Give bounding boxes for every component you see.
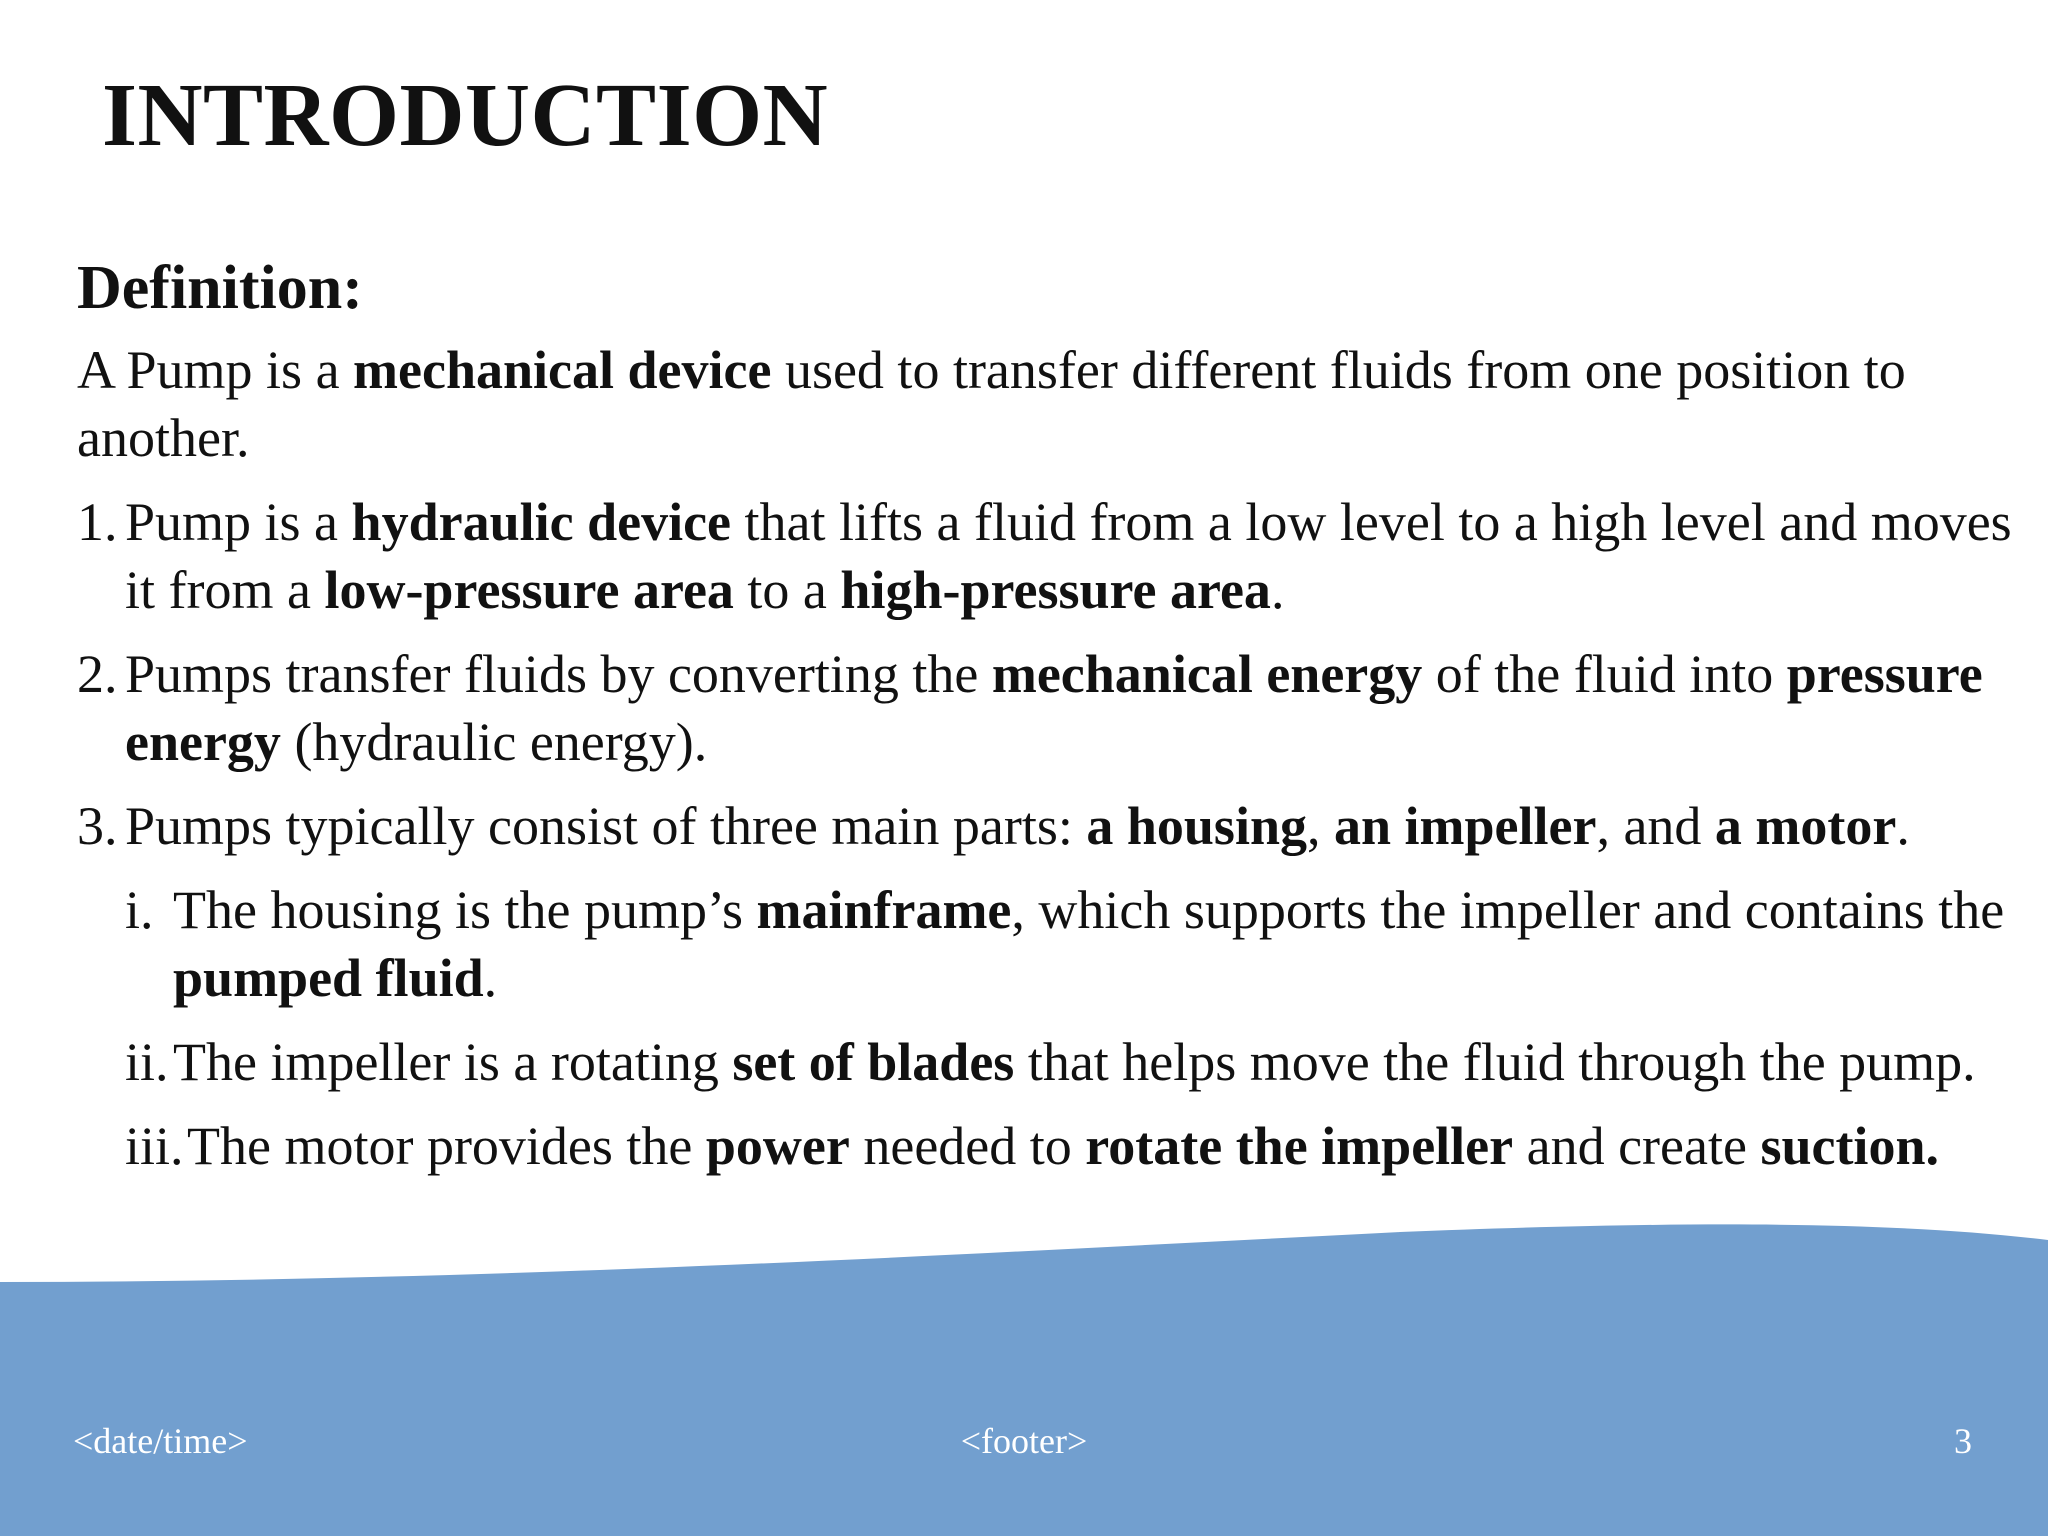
text-run: , which supports the impeller and contains the (1011, 880, 2005, 940)
text-run: . (483, 948, 498, 1008)
text-run-bold: an impeller (1333, 796, 1597, 856)
sub-list-item-text (173, 876, 2017, 1012)
list-item (77, 792, 2017, 860)
text-run-bold: low-pressure area (324, 560, 734, 620)
text-run: A Pump is a (77, 340, 354, 400)
text-run: (hydraulic energy). (280, 712, 708, 772)
text-run-bold: pumped fluid (173, 948, 484, 1008)
slide-body (77, 252, 2017, 1196)
text-run: and create (1513, 1116, 1761, 1176)
text-run-bold: pressure energy (125, 644, 1983, 772)
wave-shape (0, 1224, 2048, 1536)
list-item-text (125, 488, 2017, 624)
text-run: that lifts a fluid from a low level to a high level and moves it from a (125, 492, 2012, 620)
text-run-bold: mechanical device (353, 340, 772, 400)
sub-list-item-text (187, 1112, 2017, 1180)
text-run-bold: set of blades (732, 1032, 1015, 1092)
text-run-bold: a motor (1714, 796, 1897, 856)
text-run-bold: a housing (1086, 796, 1307, 856)
footer-date: <date/time> (73, 1421, 248, 1461)
text-run-bold: power (705, 1116, 850, 1176)
text-run-bold: suction. (1760, 1116, 1939, 1176)
sub-list-number: ii. (125, 1032, 169, 1092)
text-run: to a (733, 560, 841, 620)
text-run: The motor provides the (187, 1116, 706, 1176)
text-run-bold: rotate the impeller (1085, 1116, 1514, 1176)
slide-title: INTRODUCTION (102, 66, 829, 165)
sub-list-number: iii. (125, 1116, 184, 1176)
text-run-bold: hydraulic device (351, 492, 732, 552)
list-item-text (125, 792, 2017, 860)
list-number: 3. (77, 796, 118, 856)
text-run: . (1270, 560, 1285, 620)
list-number: 1. (77, 492, 118, 552)
list-item (77, 640, 2017, 776)
definition-heading: Definition: (77, 254, 363, 322)
text-run: The impeller is a rotating (173, 1032, 733, 1092)
list-item-text (125, 640, 2017, 776)
text-run: Pumps typically consist of three main parts: (125, 796, 1087, 856)
text-run-bold: high-pressure area (840, 560, 1271, 620)
text-run: used to transfer different fluids from one position to another. (77, 340, 1906, 468)
text-run-bold: mechanical energy (991, 644, 1423, 704)
sub-list-number: i. (125, 880, 154, 940)
sub-list-item (125, 1028, 2017, 1096)
text-run: , and (1596, 796, 1715, 856)
definition-text (77, 336, 2017, 472)
text-run: that helps move the fluid through the pump. (1014, 1032, 1976, 1092)
footer-text: <footer> (960, 1421, 1088, 1461)
text-run: needed to (849, 1116, 1086, 1176)
text-run: of the fluid into (1422, 644, 1787, 704)
list-number: 2. (77, 644, 118, 704)
text-run: , (1306, 796, 1334, 856)
sub-list-item (125, 1112, 2017, 1180)
text-run: Pump is a (125, 492, 352, 552)
sub-list-item-text (173, 1028, 2017, 1096)
text-run: . (1896, 796, 1910, 856)
slide-number: 3 (1954, 1421, 1972, 1461)
sub-list-item (125, 876, 2017, 1012)
text-run-bold: mainframe (756, 880, 1012, 940)
list-item (77, 488, 2017, 624)
text-run: The housing is the pump’s (173, 880, 757, 940)
text-run: Pumps transfer fluids by converting the (125, 644, 992, 704)
